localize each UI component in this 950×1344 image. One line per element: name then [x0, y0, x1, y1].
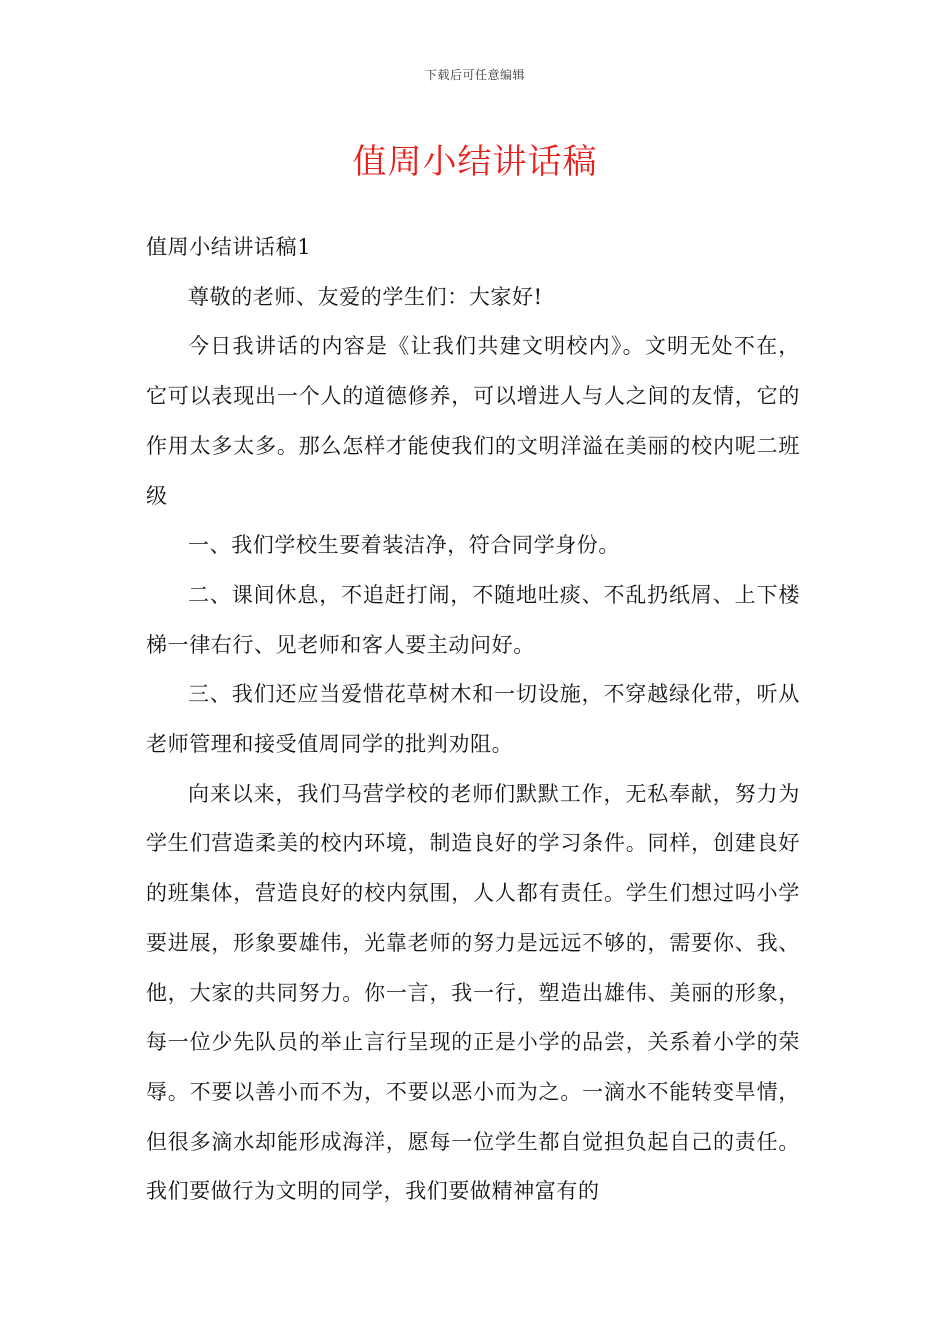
document-body: [146, 223, 800, 1217]
paragraph-greeting: 尊敬的老师、友爱的学生们：大家好!: [188, 284, 543, 309]
paragraph-point-two: 二、课间休息，不追赶打闹，不随地吐痰、不乱扔纸屑、上下楼梯一律右行、见老师和客人要主动问好。: [146, 582, 800, 657]
paragraph-intro: 今日我讲话的内容是《让我们共建文明校内》。文明无处不在，它可以表现出一个人的道德修养，可以增进人与人之间的友情，它的作用太多太多。那么怎样才能使我们的文明洋溢在美丽的校内呢二班级: [146, 334, 800, 508]
header-note: 下载后可任意编辑: [424, 68, 525, 82]
paragraph-point-one: 一、我们学校生要着装洁净，符合同学身份。: [188, 533, 620, 558]
paragraph-point-three: 三、我们还应当爱惜花草树木和一切设施，不穿越绿化带，听从老师管理和接受值周同学的批判劝阻。: [146, 682, 800, 757]
section-heading: 值周小结讲话稿1: [146, 235, 312, 259]
document-title: 值周小结讲话稿: [352, 142, 598, 182]
paragraph-body: 向来以来，我们马营学校的老师们默默工作，无私奉献，努力为学生们营造柔美的校内环境，制造良好的学习条件。同样，创建良好的班集体，营造良好的校内氛围，人人都有责任。学生们想过吗小学要进展，形象要雄伟，光靠老师的努力是远远不够的，需要你、我、他，大家的共同努力。你一言，我一行，塑造出雄伟、美丽的形象，每一位少先队员的举止言行呈现的正是小学的品尝，关系着小学的荣辱。不要以善小而不为，不要以恶小而为之。一滴水不能转变旱情，但很多滴水却能形成海洋，愿每一位学生都自觉担负起自己的责任。我们要做行为文明的同学，我们要做精神富有的: [146, 781, 800, 1204]
